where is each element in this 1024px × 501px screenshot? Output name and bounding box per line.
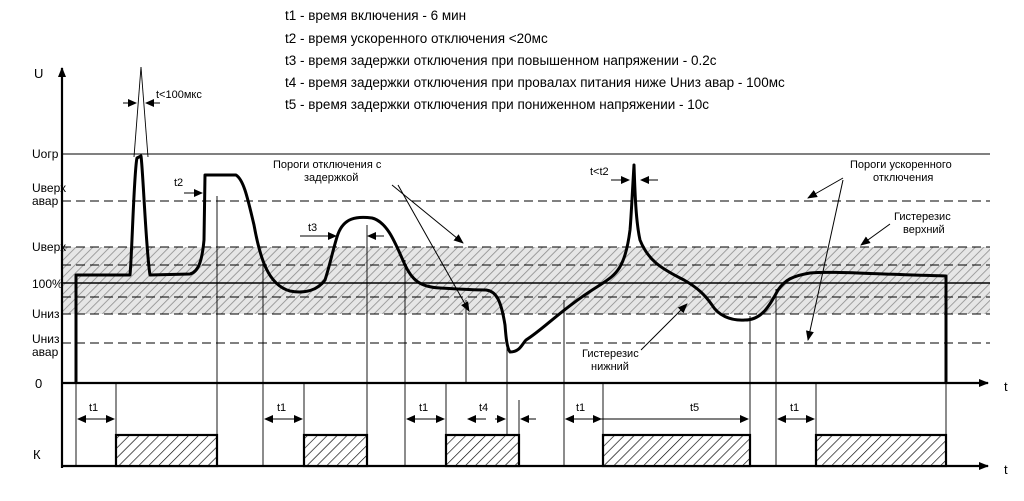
k-axis-label: К xyxy=(33,447,41,462)
event-lines xyxy=(76,196,946,466)
k-t1-e: t1 xyxy=(790,402,800,414)
thresholds-delay-label-1: Пороги отключения с xyxy=(273,159,382,171)
relay-pulses xyxy=(116,435,946,466)
fast-spike-label: t<t2 xyxy=(590,166,609,178)
spike-marker xyxy=(123,67,160,157)
k-t4: t4 xyxy=(479,402,489,414)
relay-pulse-3 xyxy=(446,435,519,466)
u-verh-label: Uверх xyxy=(32,240,67,254)
thresholds-delay-label-2: задержкой xyxy=(304,172,359,184)
legend-t5: t5 - время задержки отключения при пониженном напряжении - 10с xyxy=(285,97,710,112)
hysteresis-lower-label-2: нижний xyxy=(591,361,629,373)
legend-t4: t4 - время задержки отключения при провалах питания ниже Uниз авар - 100мс xyxy=(285,75,785,90)
zero-label: 0 xyxy=(35,376,43,391)
k-timing-labels xyxy=(89,402,799,414)
u-niz-label: Uниз xyxy=(32,307,60,321)
hysteresis-lower-label-1: Гистерезис xyxy=(582,348,639,360)
relay-pulse-5 xyxy=(816,435,946,466)
hysteresis-upper-pointer xyxy=(861,224,890,245)
t-axis-label-top: t xyxy=(1004,379,1008,394)
k-t1-d: t1 xyxy=(576,402,586,414)
u-ogr-label: Uогр xyxy=(32,147,59,161)
k-t1-b: t1 xyxy=(277,402,287,414)
hysteresis-upper-label-2: верхний xyxy=(903,224,945,236)
u-niz-avar-label-1: Uниз xyxy=(32,332,60,346)
relay-pulse-4 xyxy=(603,435,750,466)
u-verh-avar-label-2: авар xyxy=(32,194,59,208)
k-t1-a: t1 xyxy=(89,402,99,414)
lower-hysteresis-band xyxy=(62,283,990,314)
relay-pulse-2 xyxy=(304,435,367,466)
legend xyxy=(285,8,785,112)
k-t5: t5 xyxy=(690,402,700,414)
relay-pulse-1 xyxy=(116,435,217,466)
spike-duration-label: t<100мкс xyxy=(156,89,202,101)
legend-t1: t1 - время включения - 6 мин xyxy=(285,8,467,23)
legend-t3: t3 - время задержки отключения при повышенном напряжении - 0.2с xyxy=(285,53,717,68)
hysteresis-upper-label-1: Гистерезис xyxy=(894,211,951,223)
t3-label: t3 xyxy=(308,222,318,234)
thresholds-fast-label-1: Пороги ускоренного xyxy=(850,159,952,171)
u-niz-avar-label-2: авар xyxy=(32,345,59,359)
u-axis-label: U xyxy=(34,66,44,81)
t-axis-label-bottom: t xyxy=(1004,462,1008,477)
p100-label: 100% xyxy=(32,277,63,291)
legend-t2: t2 - время ускоренного отключения <20мс xyxy=(285,31,548,46)
k-t1-c: t1 xyxy=(419,402,429,414)
thresholds-fast-label-2: отключения xyxy=(873,172,934,184)
t2-label: t2 xyxy=(174,177,184,189)
u-verh-avar-label-1: Uверх xyxy=(32,181,67,195)
